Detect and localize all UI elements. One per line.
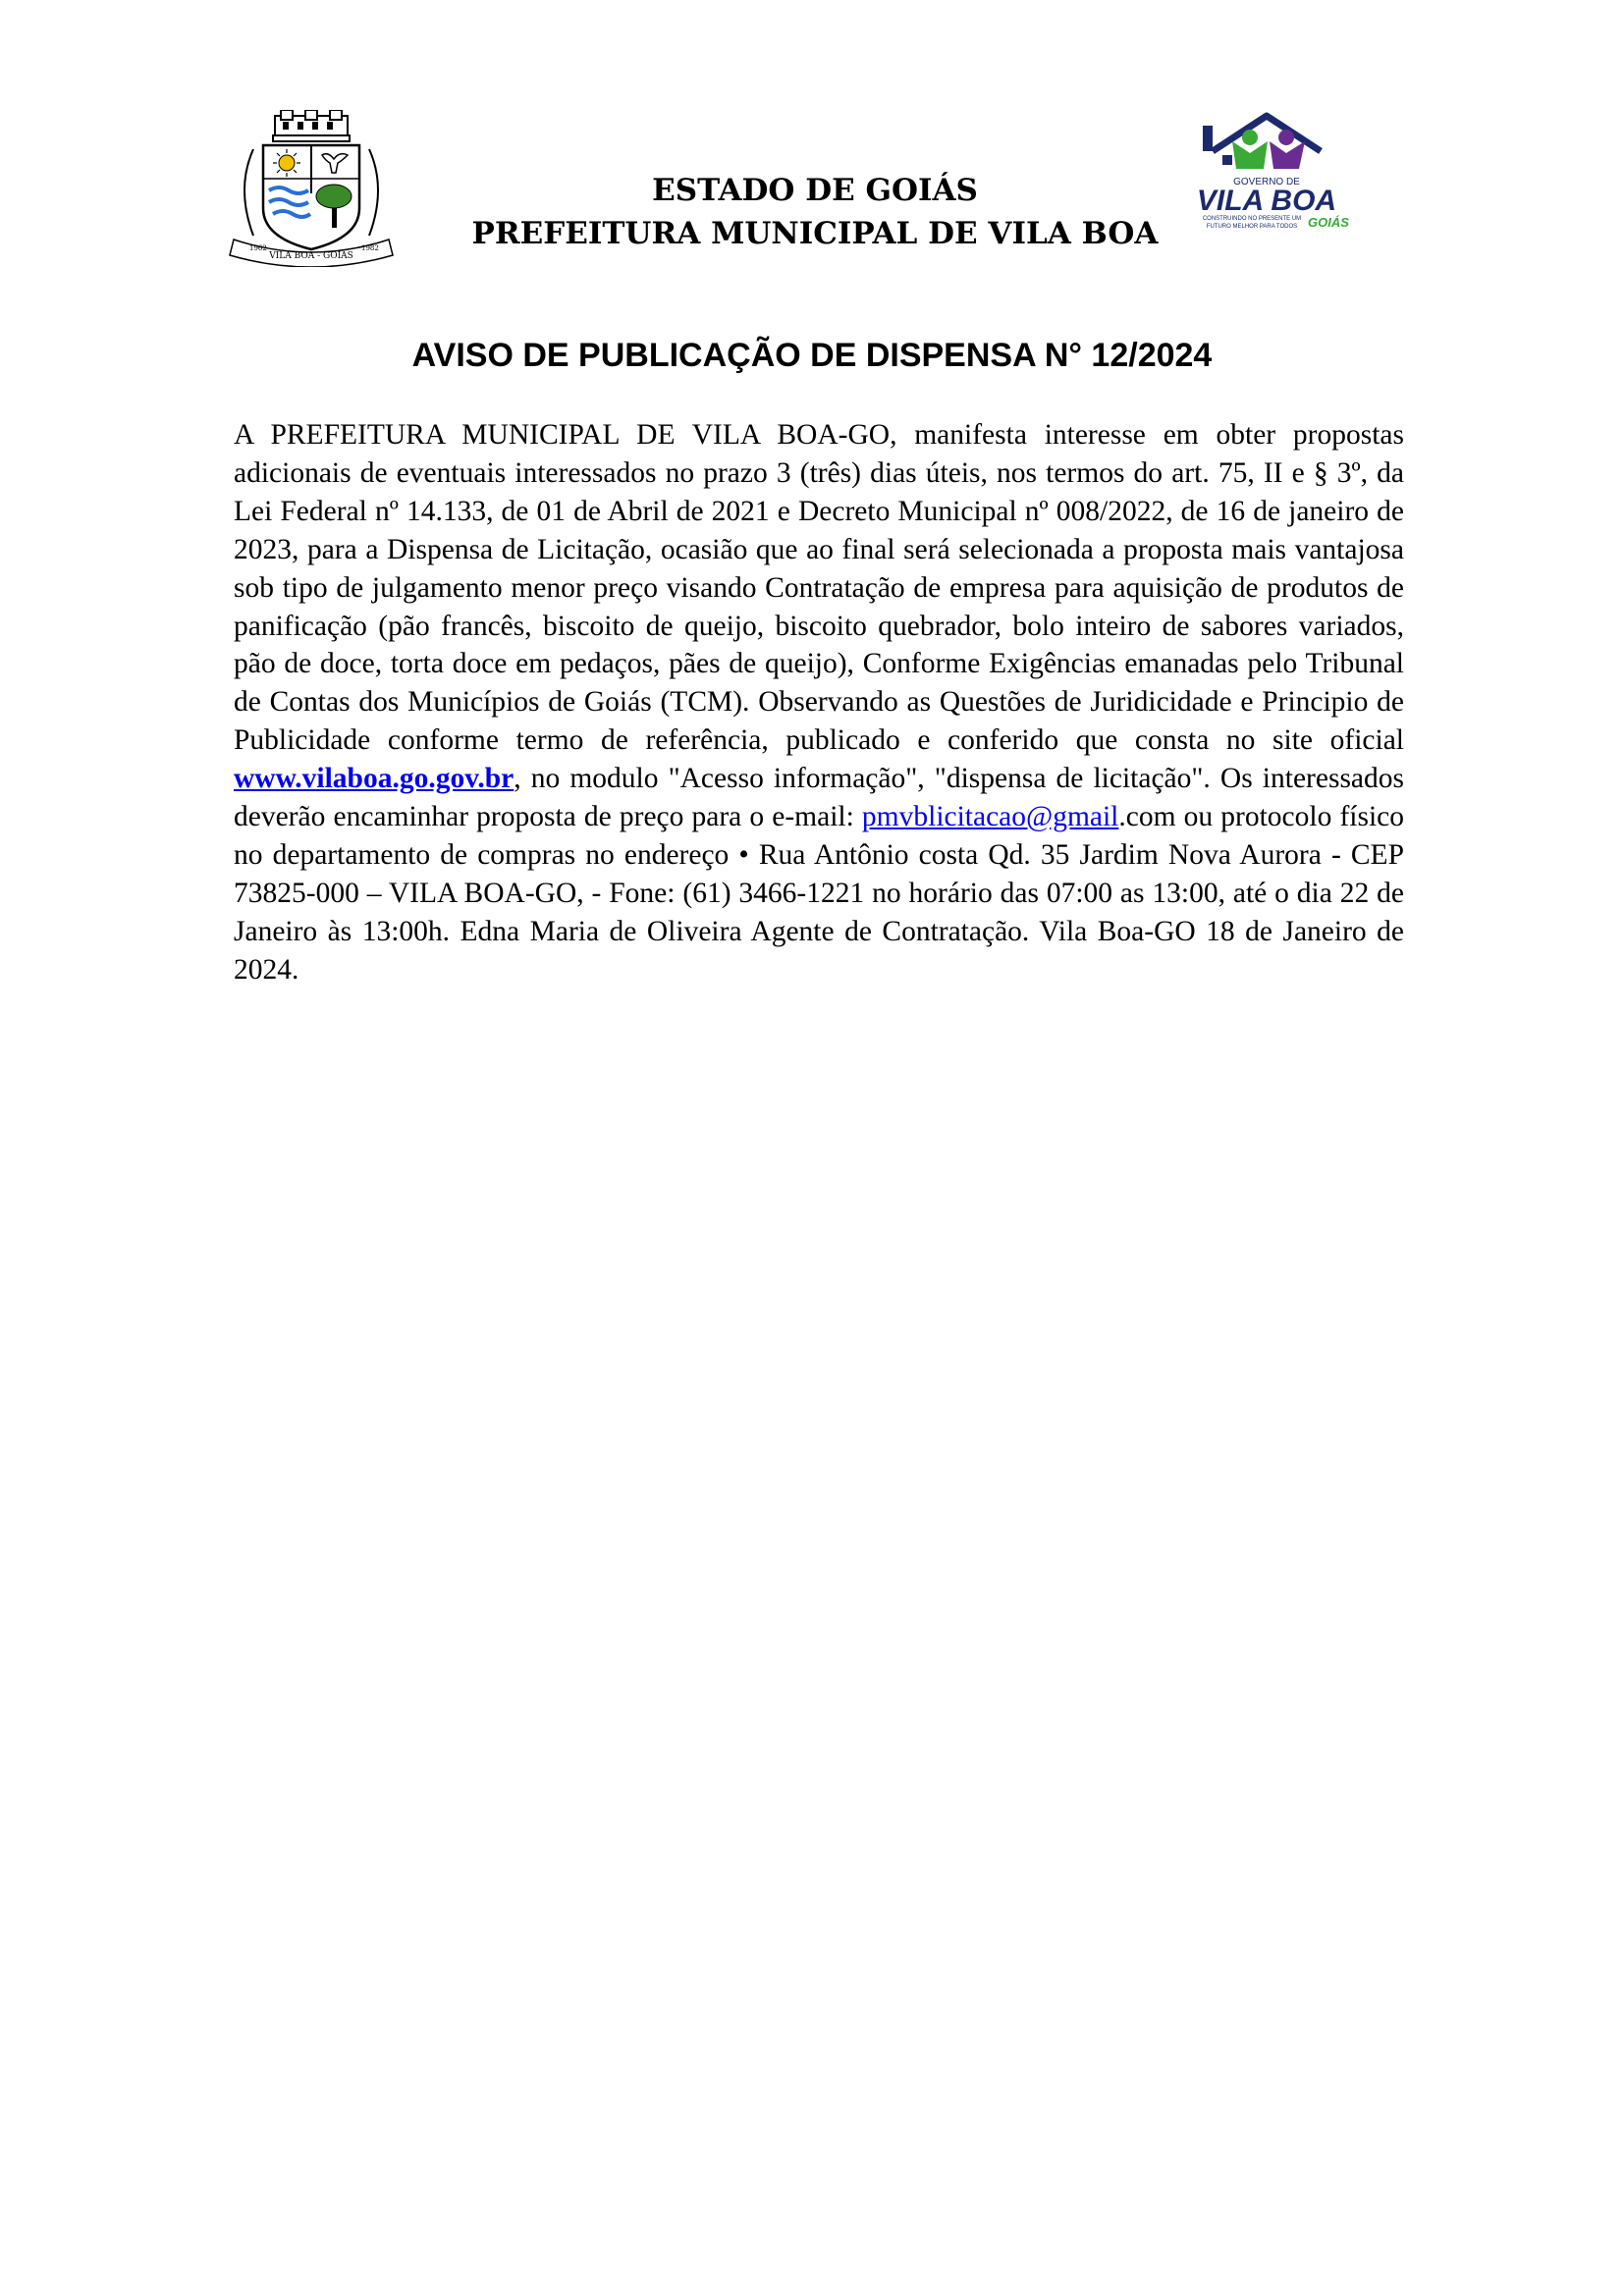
body-text-part2: , no modulo "Acesso informação", "dispensa de licitação". Os interessados deverão encaminhar proposta de preço para o e-mail:	[234, 763, 1404, 833]
document-header	[373, 169, 1257, 255]
document-title: AVISO DE PUBLICAÇÃO DE DISPENSA N° 12/2024	[411, 337, 1213, 374]
email-link[interactable]: pmvblicitacao@gmail	[861, 801, 1119, 833]
header-state: ESTADO DE GOIÁS	[652, 173, 978, 208]
svg-text:FUTURO MELHOR PARA TODOS: FUTURO MELHOR PARA TODOS	[1206, 224, 1298, 230]
header-prefeitura: PREFEITURA MUNICIPAL DE VILA BOA	[471, 216, 1159, 251]
svg-text:1982: 1982	[361, 244, 379, 252]
svg-text:CONSTRUINDO NO PRESENTE UM: CONSTRUINDO NO PRESENTE UM	[1202, 216, 1302, 222]
svg-text:GOVERNO DE: GOVERNO DE	[1233, 177, 1300, 187]
body-text-part1: A PREFEITURA MUNICIPAL DE VILA BOA-GO, manifesta interesse em obter propostas adicionais de eventuais interessados no prazo 3 (três) dias úteis, nos termos do art. 75, II e § 3º, da Lei Federal nº 14.133, de 01 de Abril de 2021 e Decreto Municipal nº 008/2022, de 16 de janeiro de 2023, para a Dispensa de Licitação, ocasião que ao final será selecionada a proposta mais vantajosa sob tipo de julgamento menor preço visando Contratação de empresa para aquisição de produtos de panificação (pão francês, biscoito de queijo, biscoito quebrador, bolo inteiro de sabores variados, pão de doce, torta doce em pedaços, pães de queijo), Conforme Exigências emanadas pelo Tribunal de Contas dos Municípios de Goiás (TCM). Observando as Questões de Juridicidade e Principio de Publicidade conforme termo de referência, publicado e conferido que consta no site oficial	[234, 419, 1404, 757]
notice-body	[234, 416, 1404, 989]
site-link[interactable]: www.vilaboa.go.gov.br	[234, 763, 514, 795]
svg-text:1962: 1962	[249, 244, 267, 252]
svg-text:VILA BOA: VILA BOA	[1196, 185, 1337, 217]
svg-text:GOIÁS: GOIÁS	[1308, 215, 1349, 230]
notice-paragraph	[234, 416, 1404, 989]
body-text-part3: .com ou protocolo físico no departamento de compras no endereço • Rua Antônio costa Qd. 35 Jardim Nova Aurora - CEP 73825-000 – VILA BOA-GO, - Fone: (61) 3466-1221 no horário das 07:00 as 13:00, até o dia 22 de Janeiro às 13:00h. Edna Maria de Oliveira Agente de Contratação. Vila Boa-GO 18 de Janeiro de 2024.	[234, 801, 1405, 986]
svg-text:VILA BOA - GOIÁS: VILA BOA - GOIÁS	[269, 251, 353, 261]
